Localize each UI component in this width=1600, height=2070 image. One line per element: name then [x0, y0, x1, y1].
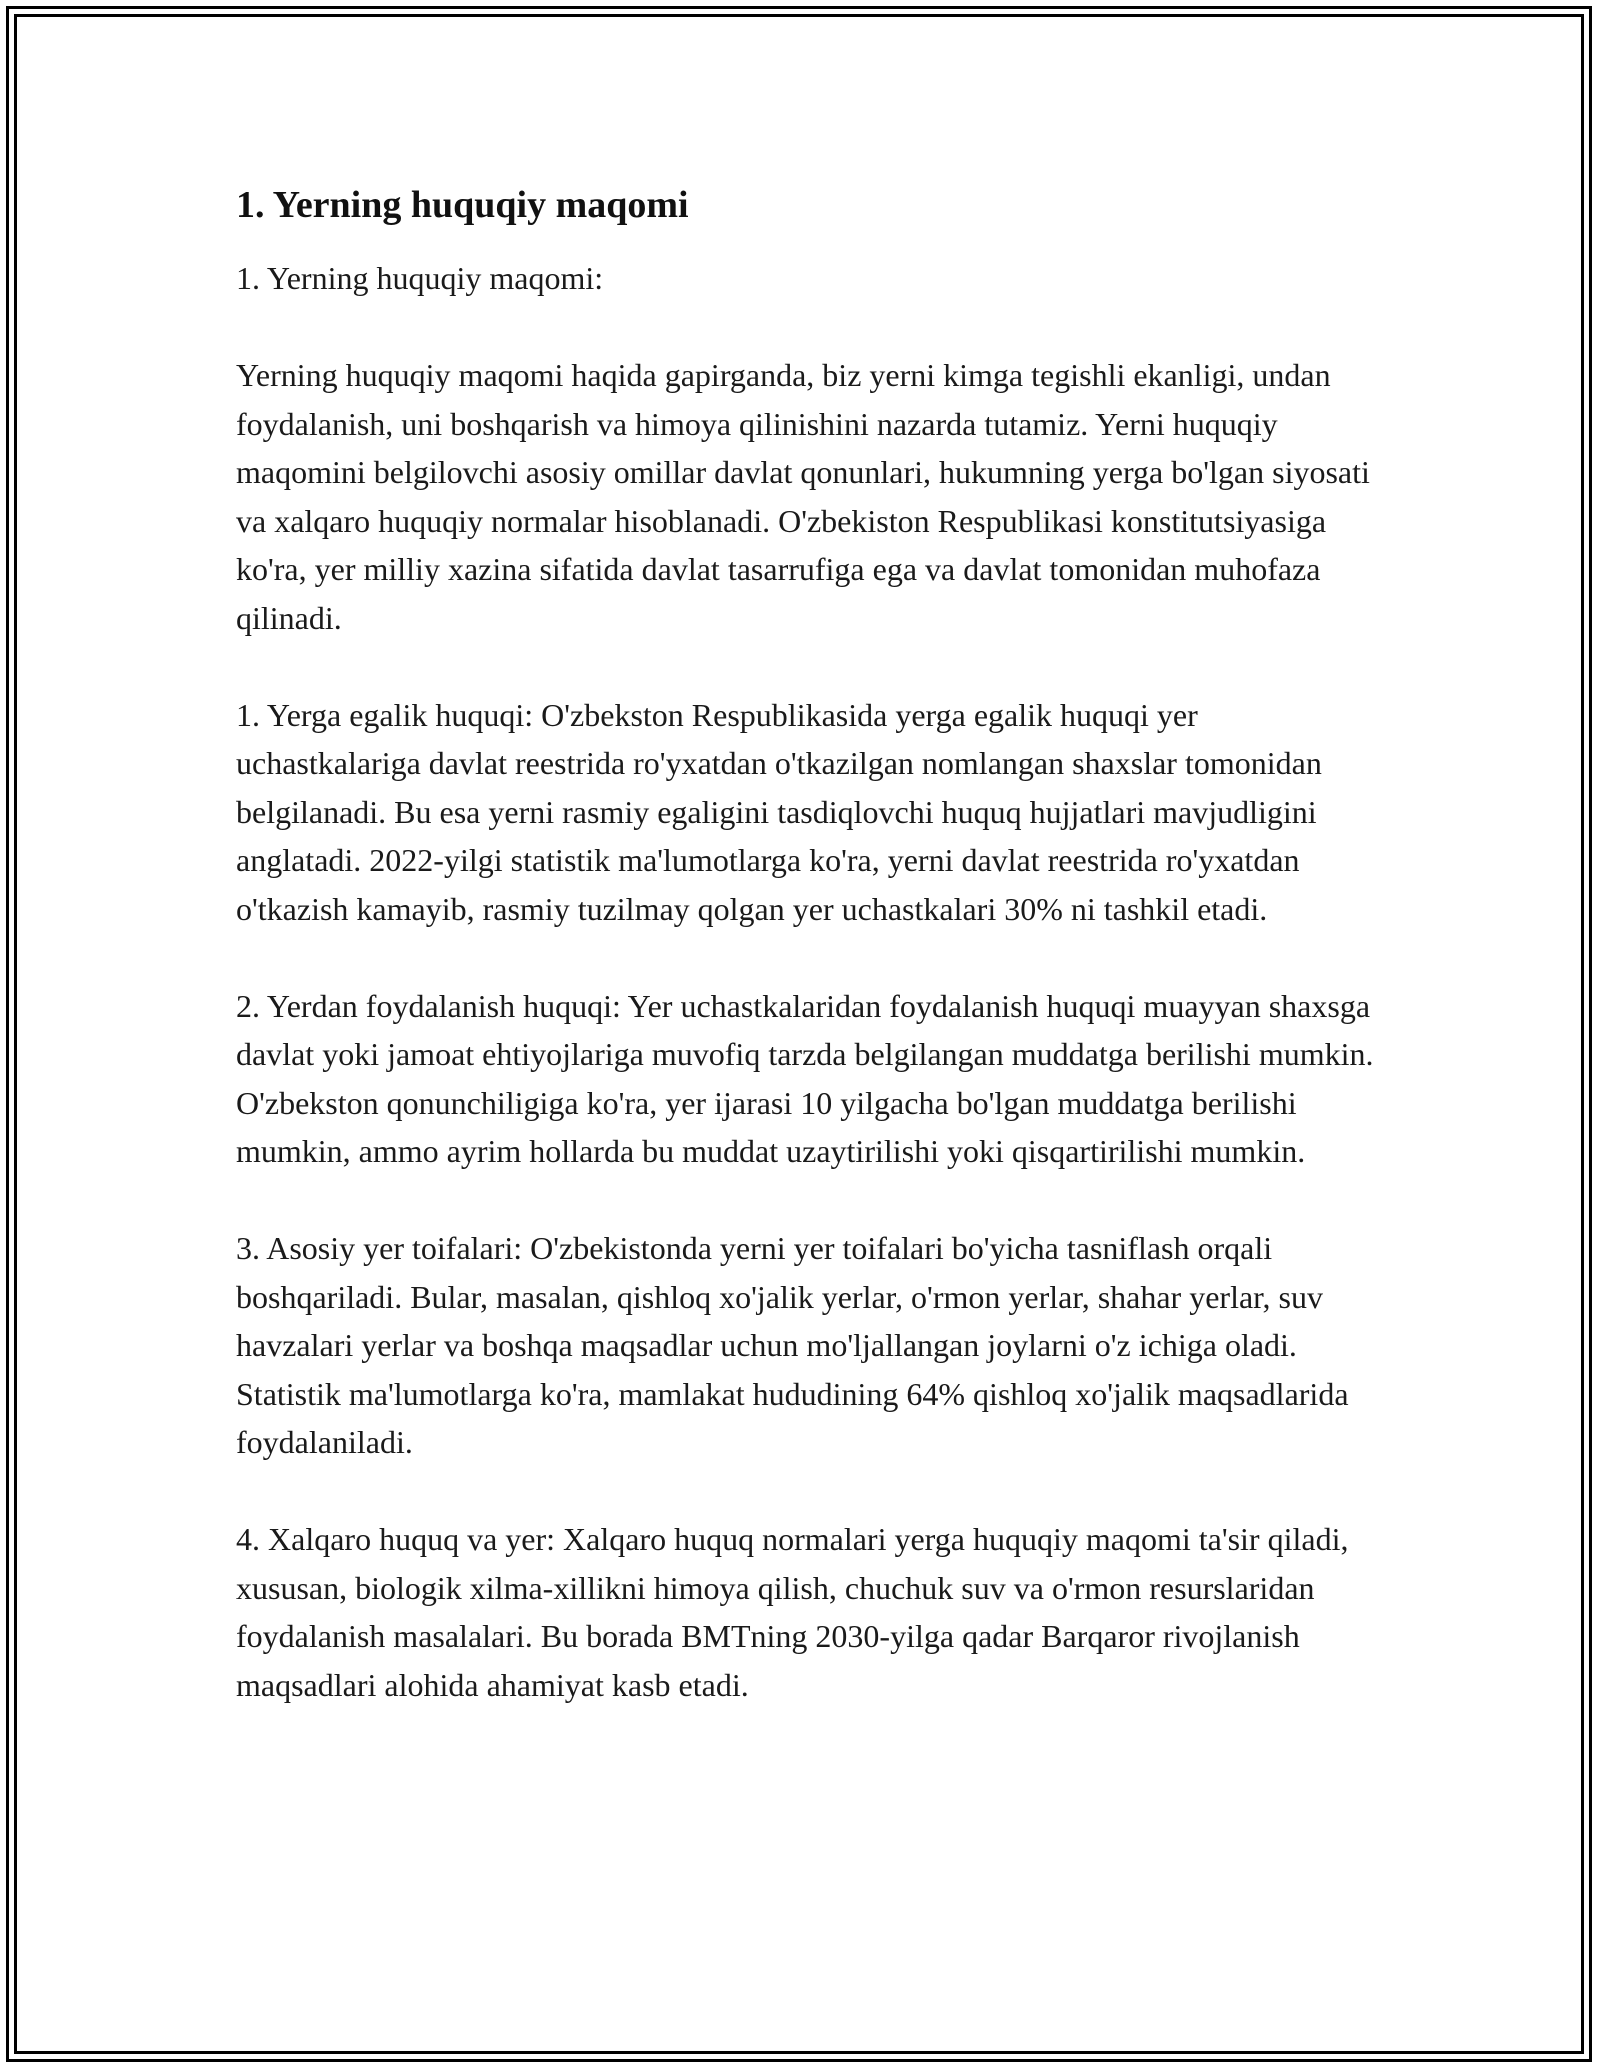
paragraph-land-categories: 3. Asosiy yer toifalari: O'zbekistonda yerni yer toifalari bo'yicha tasniflash orqali boshqariladi. Bular, masalan, qishloq xo'jalik yerlar, o'rmon yerlar, shahar yerlar, suv havzalari yerlar va boshqa maqsadlar uchun mo'ljallangan joylarni o'z ichiga oladi. Statistik ma'lumotlarga ko'ra, mamlakat hududining 64% qishloq xo'jalik maqsadlarida foydalaniladi.: [236, 1230, 1349, 1460]
paragraph-overview: Yerning huquqiy maqomi haqida gapirganda, biz yerni kimga tegishli ekanligi, undan foydalanish, uni boshqarish va himoya qilinishini nazarda tutamiz. Yerni huquqiy maqomini belgilovchi asosiy omillar davlat qonunlari, hukumning yerga bo'lgan siyosati va xalqaro huquqiy normalar hisoblanadi. O'zbekiston Respublikasi konstitutsiyasiga ko'ra, yer milliy xazina sifatida davlat tasarrufiga ega va davlat tomonidan muhofaza qilinadi.: [236, 357, 1370, 636]
document-body: [236, 180, 1376, 1758]
document-heading: 1. Yerning huquqiy maqomi: [236, 184, 689, 226]
paragraph-ownership-right: 1. Yerga egalik huquqi: O'zbekston Respublikasida yerga egalik huquqi yer uchastkalariga davlat reestrida ro'yxatdan o'tkazilgan nomlangan shaxslar tomonidan belgilanadi. Bu esa yerni rasmiy egaligini tasdiqlovchi huquq hujjatlari mavjudligini anglatadi. 2022-yilgi statistik ma'lumotlarga ko'ra, yerni davlat reestrida ro'yxatdan o'tkazish kamayib, rasmiy tuzilmay qolgan yer uchastkalari 30% ni tashkil etadi.: [236, 696, 1322, 927]
paragraph-usage-right: 2. Yerdan foydalanish huquqi: Yer uchastkalaridan foydalanish huquqi muayyan shaxsga davlat yoki jamoat ehtiyojlariga muvofiq tarzda belgilangan muddatga berilishi mumkin. O'zbekston qonunchiligiga ko'ra, yer ijarasi 10 yilgacha bo'lgan muddatga berilishi mumkin, ammo ayrim hollarda bu muddat uzaytirilishi yoki qisqartirilishi mumkin.: [236, 987, 1374, 1169]
paragraph-intro-label: 1. Yerning huquqiy maqomi:: [236, 260, 604, 296]
paragraph-international-law: 4. Xalqaro huquq va yer: Xalqaro huquq normalari yerga huquqiy maqomi ta'sir qiladi, xususan, biologik xilma-xillikni himoya qilish, chuchuk suv va o'rmon resurslaridan foydalanish masalalari. Bu borada BMTning 2030-yilga qadar Barqaror rivojlanish maqsadlari alohida ahamiyat kasb etadi.: [236, 1521, 1349, 1703]
